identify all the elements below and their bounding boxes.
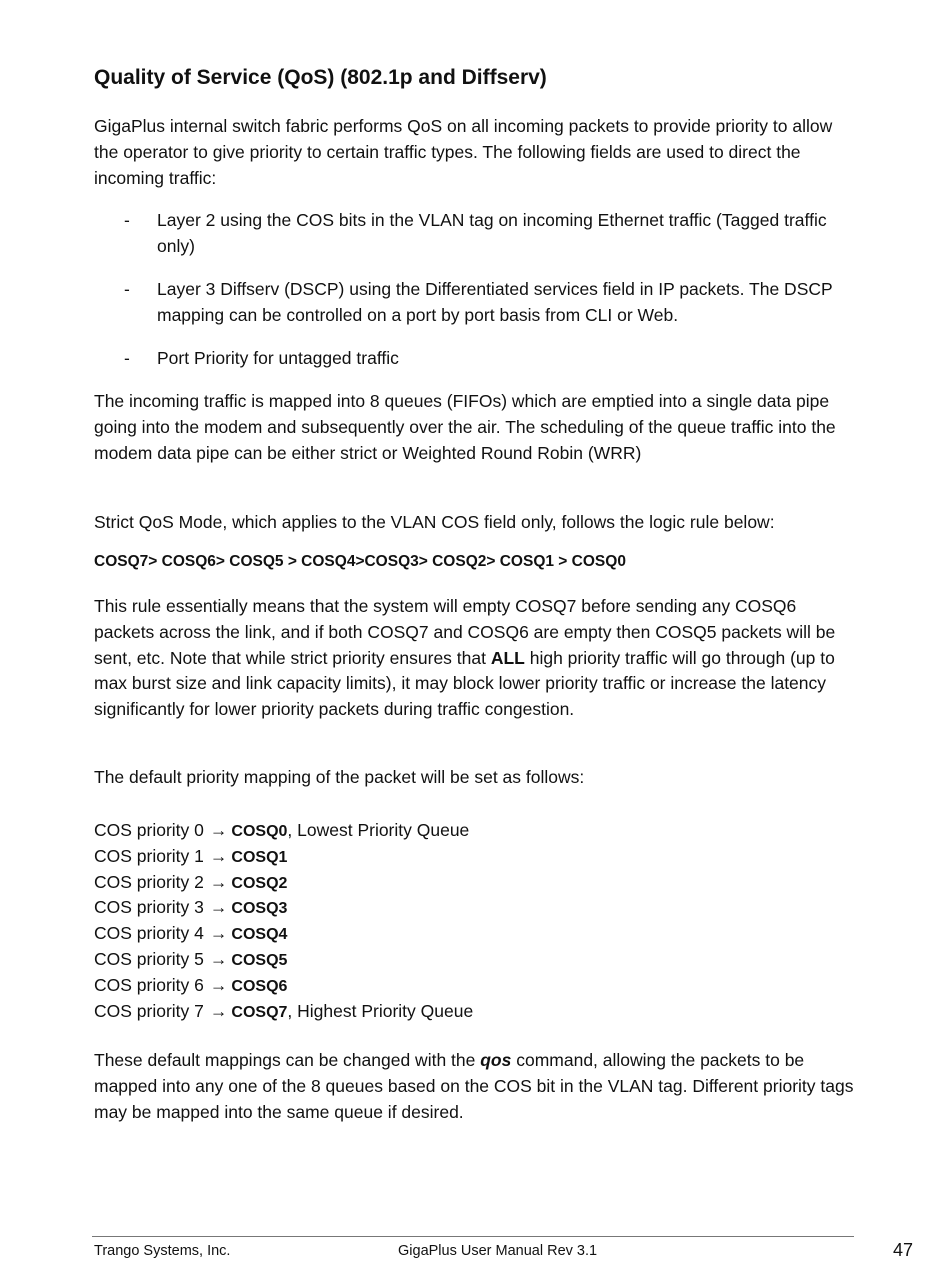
queue-name: COSQ4 <box>231 926 288 944</box>
cos-priority-label: COS priority 3 <box>94 897 204 918</box>
section-title: Quality of Service (QoS) (802.1p and Diffserv) <box>94 66 547 89</box>
bullet-dash: - <box>124 210 130 230</box>
bullet-dash: - <box>124 348 130 368</box>
arrow-right-icon: → <box>209 845 228 866</box>
arrow-right-icon: → <box>209 871 228 892</box>
cos-priority-label: COS priority 1 <box>94 845 204 866</box>
arrow-right-icon: → <box>209 897 228 918</box>
cos-priority-label: COS priority 2 <box>94 871 204 892</box>
intro-paragraph: GigaPlus internal switch fabric performs QoS on all incoming packets to provide priority to allow the operator to give priority to certain traffic types. The following fields are used to direct the incoming traffic: <box>94 116 833 188</box>
queue-name: COSQ0 <box>231 823 288 840</box>
priority-mapping-list <box>94 818 473 1024</box>
mapping-row <box>94 947 473 973</box>
mapping-row <box>94 818 473 844</box>
closing-paragraph <box>94 1048 856 1125</box>
mapping-row <box>94 844 473 870</box>
arrow-right-icon: → <box>209 1000 228 1021</box>
bullet-text: Port Priority for untagged traffic <box>157 348 399 368</box>
arrow-right-icon: → <box>209 923 228 944</box>
mapping-row <box>94 870 473 896</box>
cos-priority-label: COS priority 7 <box>94 1000 204 1021</box>
footer-manual-title: GigaPlus User Manual Rev 3.1 <box>398 1243 598 1259</box>
closing-text-cont: command, allowing the packets to be mapped into any one of the 8 queues based on the COS bit in the VLAN tag. Different priority tags may be mapped into the same queue if desired. <box>94 1050 854 1122</box>
queue-name: COSQ3 <box>231 900 288 918</box>
strict-mode-paragraph: Strict QoS Mode, which applies to the VLAN COS field only, follows the logic rule below: <box>94 512 775 532</box>
mapping-row <box>94 973 473 999</box>
page-number: 47 <box>893 1240 914 1260</box>
queue-name: COSQ2 <box>231 874 288 892</box>
queue-name: COSQ1 <box>231 848 288 866</box>
priority-rule: COSQ7> COSQ6> COSQ5 > COSQ4>COSQ3> COSQ2> COSQ1 > COSQ0 <box>94 553 626 570</box>
cos-priority-label: COS priority 5 <box>94 948 204 969</box>
explanation-text-cont: high priority traffic will go through (up to max burst size and link capacity limits), it may block lower priority traffic or increase the latency significantly for lower priority packets during traffic congestion. <box>94 647 835 720</box>
cos-priority-label: COS priority 6 <box>94 974 204 995</box>
arrow-right-icon: → <box>209 948 228 969</box>
bullet-text: Layer 3 Diffserv (DSCP) using the Differentiated services field in IP packets. The DSCP mapping can be controlled on a port by port basis from CLI or Web. <box>157 279 833 325</box>
bullet-text: Layer 2 using the COS bits in the VLAN tag on incoming Ethernet traffic (Tagged traffic only) <box>157 210 827 256</box>
cos-priority-label: COS priority 4 <box>94 923 204 944</box>
arrow-right-icon: → <box>209 820 228 840</box>
bullet-dash: - <box>124 279 130 299</box>
mapping-row <box>94 999 473 1025</box>
rule-explanation-paragraph <box>94 594 856 723</box>
default-mapping-intro: The default priority mapping of the packet will be set as follows: <box>94 767 585 787</box>
queue-note: , Highest Priority Queue <box>287 1000 474 1021</box>
closing-text: These default mappings can be changed with the <box>94 1050 481 1070</box>
arrow-right-icon: → <box>209 974 228 995</box>
mapping-row <box>94 921 473 947</box>
emphasis-all: ALL <box>490 647 525 668</box>
queue-name: COSQ5 <box>231 951 288 969</box>
footer-divider <box>92 1236 854 1237</box>
qos-command: qos <box>480 1050 512 1070</box>
mapping-row <box>94 895 473 921</box>
cos-priority-label: COS priority 0 <box>94 820 204 840</box>
queue-name: COSQ6 <box>231 977 288 995</box>
footer-company: Trango Systems, Inc. <box>94 1243 231 1259</box>
explanation-text: This rule essentially means that the system will empty COSQ7 before sending any COSQ6 packets across the link, and if both COSQ7 and COSQ6 are empty then COSQ5 packets will be sent, etc. Note that while strict priority ensures that <box>94 596 836 668</box>
queues-paragraph: The incoming traffic is mapped into 8 queues (FIFOs) which are emptied into a single data pipe going into the modem and subsequently over the air. The scheduling of the queue traffic into the modem data pipe can be either strict or Weighted Round Robin (WRR) <box>94 391 836 463</box>
queue-name: COSQ7 <box>231 1003 288 1021</box>
queue-note: , Lowest Priority Queue <box>287 820 470 840</box>
